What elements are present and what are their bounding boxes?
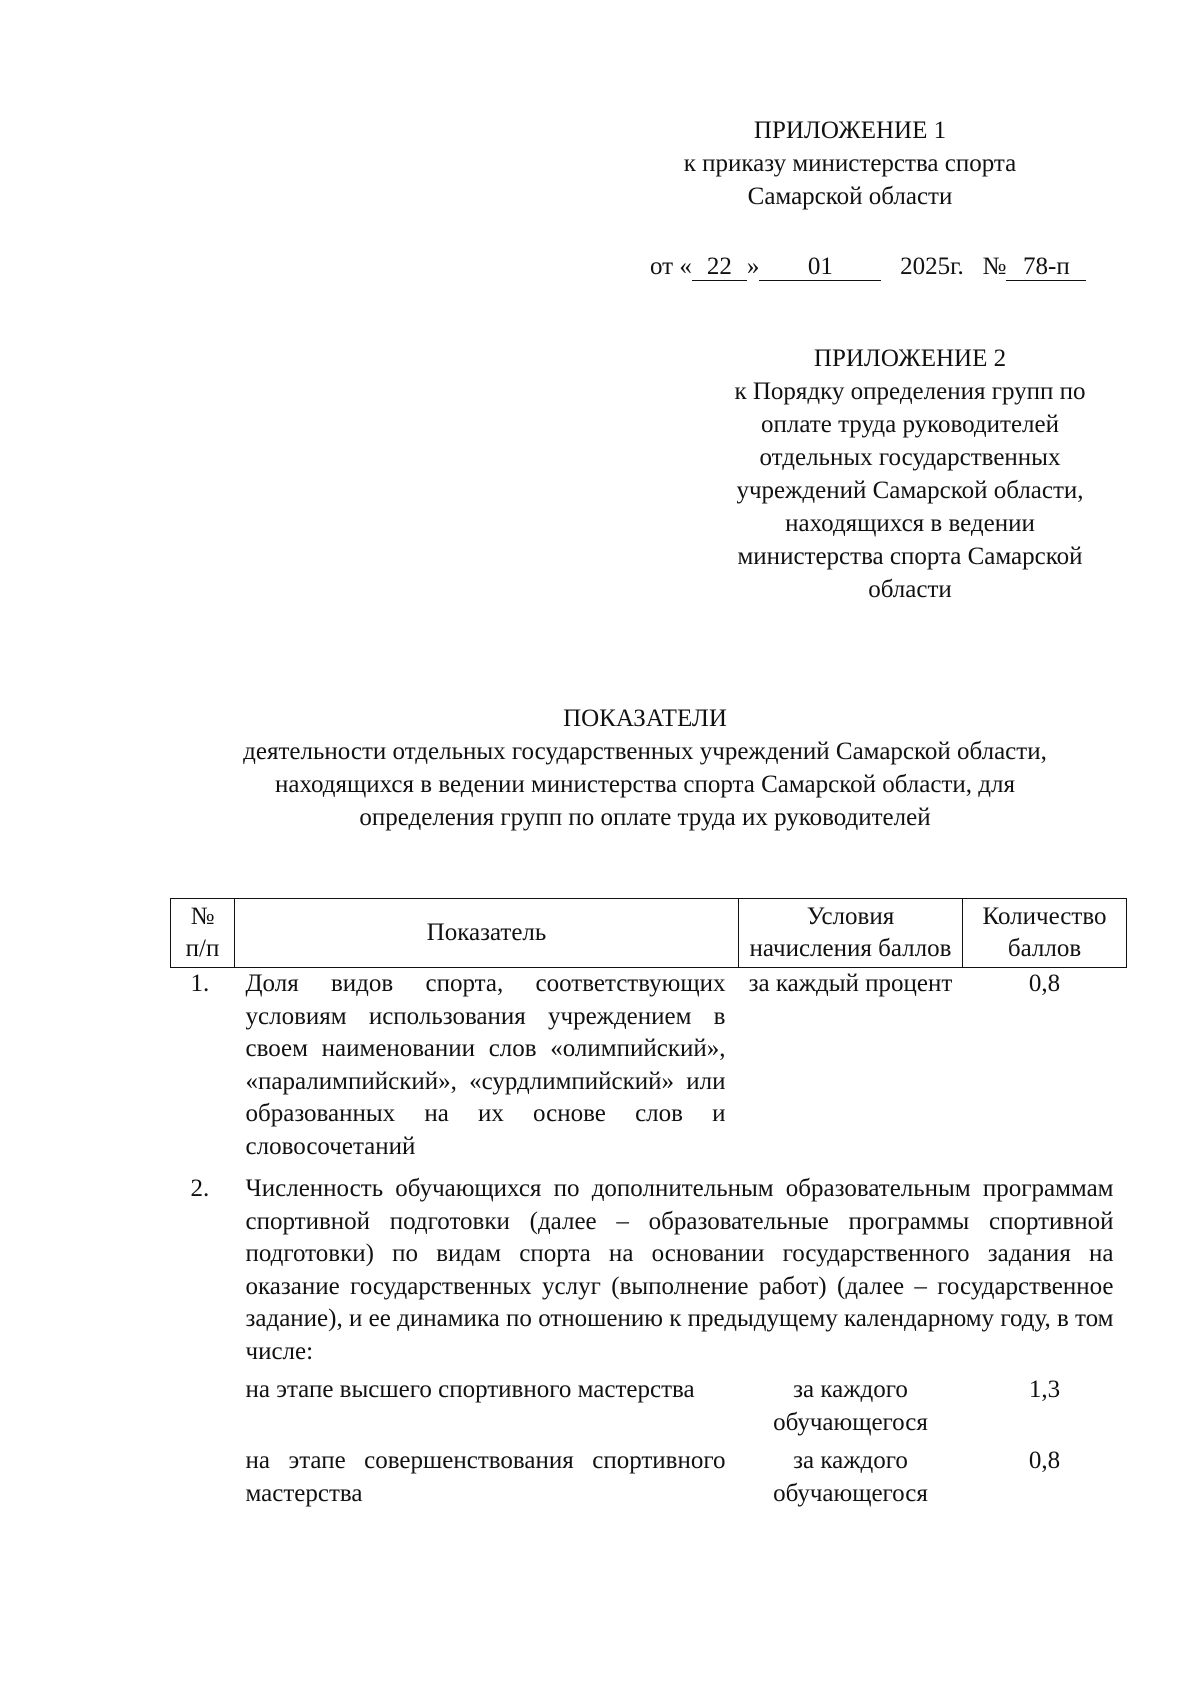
appendix-2-line: области [868,576,952,603]
order-date-number-line [650,250,1086,283]
document-subtitle-line: находящихся в ведении министерства спорта Самарской области, для [275,771,1015,798]
header-num [171,899,235,968]
document-heading: ПОКАЗАТЕЛИ [563,705,727,732]
subrow-points: 1,3 [1028,1376,1061,1403]
header-num-line-1: № [190,903,215,930]
row-points: 0,8 [1028,970,1061,997]
document-subtitle-line: определения групп по оплате труда их руководителей [359,804,931,831]
table-row [171,968,1127,1164]
appendix-1-line-1: к приказу министерства спорта [683,150,1017,177]
document-subtitle-line: деятельности отдельных государственных учреждений Самарской области, [243,738,1047,765]
header-indicator: Показатель [235,899,739,968]
table-header-row [171,899,1127,968]
header-points: Количество баллов [963,899,1127,968]
order-quote-close: » [746,253,760,280]
row-indicator-wide: Численность обучающихся по дополнительным образовательным программам спортивной подготовки (далее – образовательные программы спортивной подготовки) по видам спорта на основании государственного задания на оказание государственных услуг (выполнение работ) (далее – государственное задание), и ее динамика по отношению к предыдущему календарному году, в том числе: [245,1175,1114,1365]
appendix-2-title: ПРИЛОЖЕНИЕ 2 [813,345,1007,372]
appendix-2-line: к Порядку определения групп по [734,378,1086,405]
indicators-table [170,898,1127,1510]
header-num-line-2: п/п [185,935,220,962]
appendix-2-line: находящихся в ведении [785,510,1035,537]
order-number-label: № [982,253,1007,280]
subrow-indicator: на этапе высшего спортивного мастерства [245,1376,695,1403]
subrow-condition: за каждого обучающегося [773,1376,928,1436]
subrow-points: 0,8 [1028,1447,1061,1474]
order-number: 78-п [1006,253,1086,281]
row-number: 1. [190,970,210,997]
order-from-label: от [650,253,674,280]
empty-cell [171,1368,235,1439]
appendix-2-header [690,342,1130,606]
table-subrow [171,1368,1127,1439]
order-quote-open: « [679,253,692,280]
row-number: 2. [190,1175,210,1202]
appendix-2-line: учреждений Самарской области, [736,477,1084,504]
appendix-2-line: оплате труда руководителей [761,411,1059,438]
appendix-1-title: ПРИЛОЖЕНИЕ 1 [753,117,947,144]
row-indicator: Доля видов спорта, соответствующих условиям использования учреждением в своем наименовании слов «олимпийский», «паралимпийский», «сурдлимпийский» или образованных на их основе слов и словосочетаний [245,970,726,1160]
appendix-1-header [640,114,1060,213]
appendix-2-line: министерства спорта Самарской [737,543,1083,570]
empty-cell [171,1439,235,1510]
order-year: 2025г. [900,253,964,280]
appendix-2-line: отдельных государственных [759,444,1061,471]
subrow-indicator: на этапе совершенствования спортивного мастерства [245,1447,726,1507]
table-row [171,1163,1127,1368]
row-condition: за каждый процент [748,970,953,997]
order-month: 01 [759,253,881,281]
header-conditions: Условия начисления баллов [739,899,963,968]
order-day: 22 [692,253,747,281]
table-subrow [171,1439,1127,1510]
document-title-block [110,702,1180,834]
appendix-1-line-2: Самарской области [747,183,953,210]
subrow-condition: за каждого обучающегося [773,1447,928,1507]
